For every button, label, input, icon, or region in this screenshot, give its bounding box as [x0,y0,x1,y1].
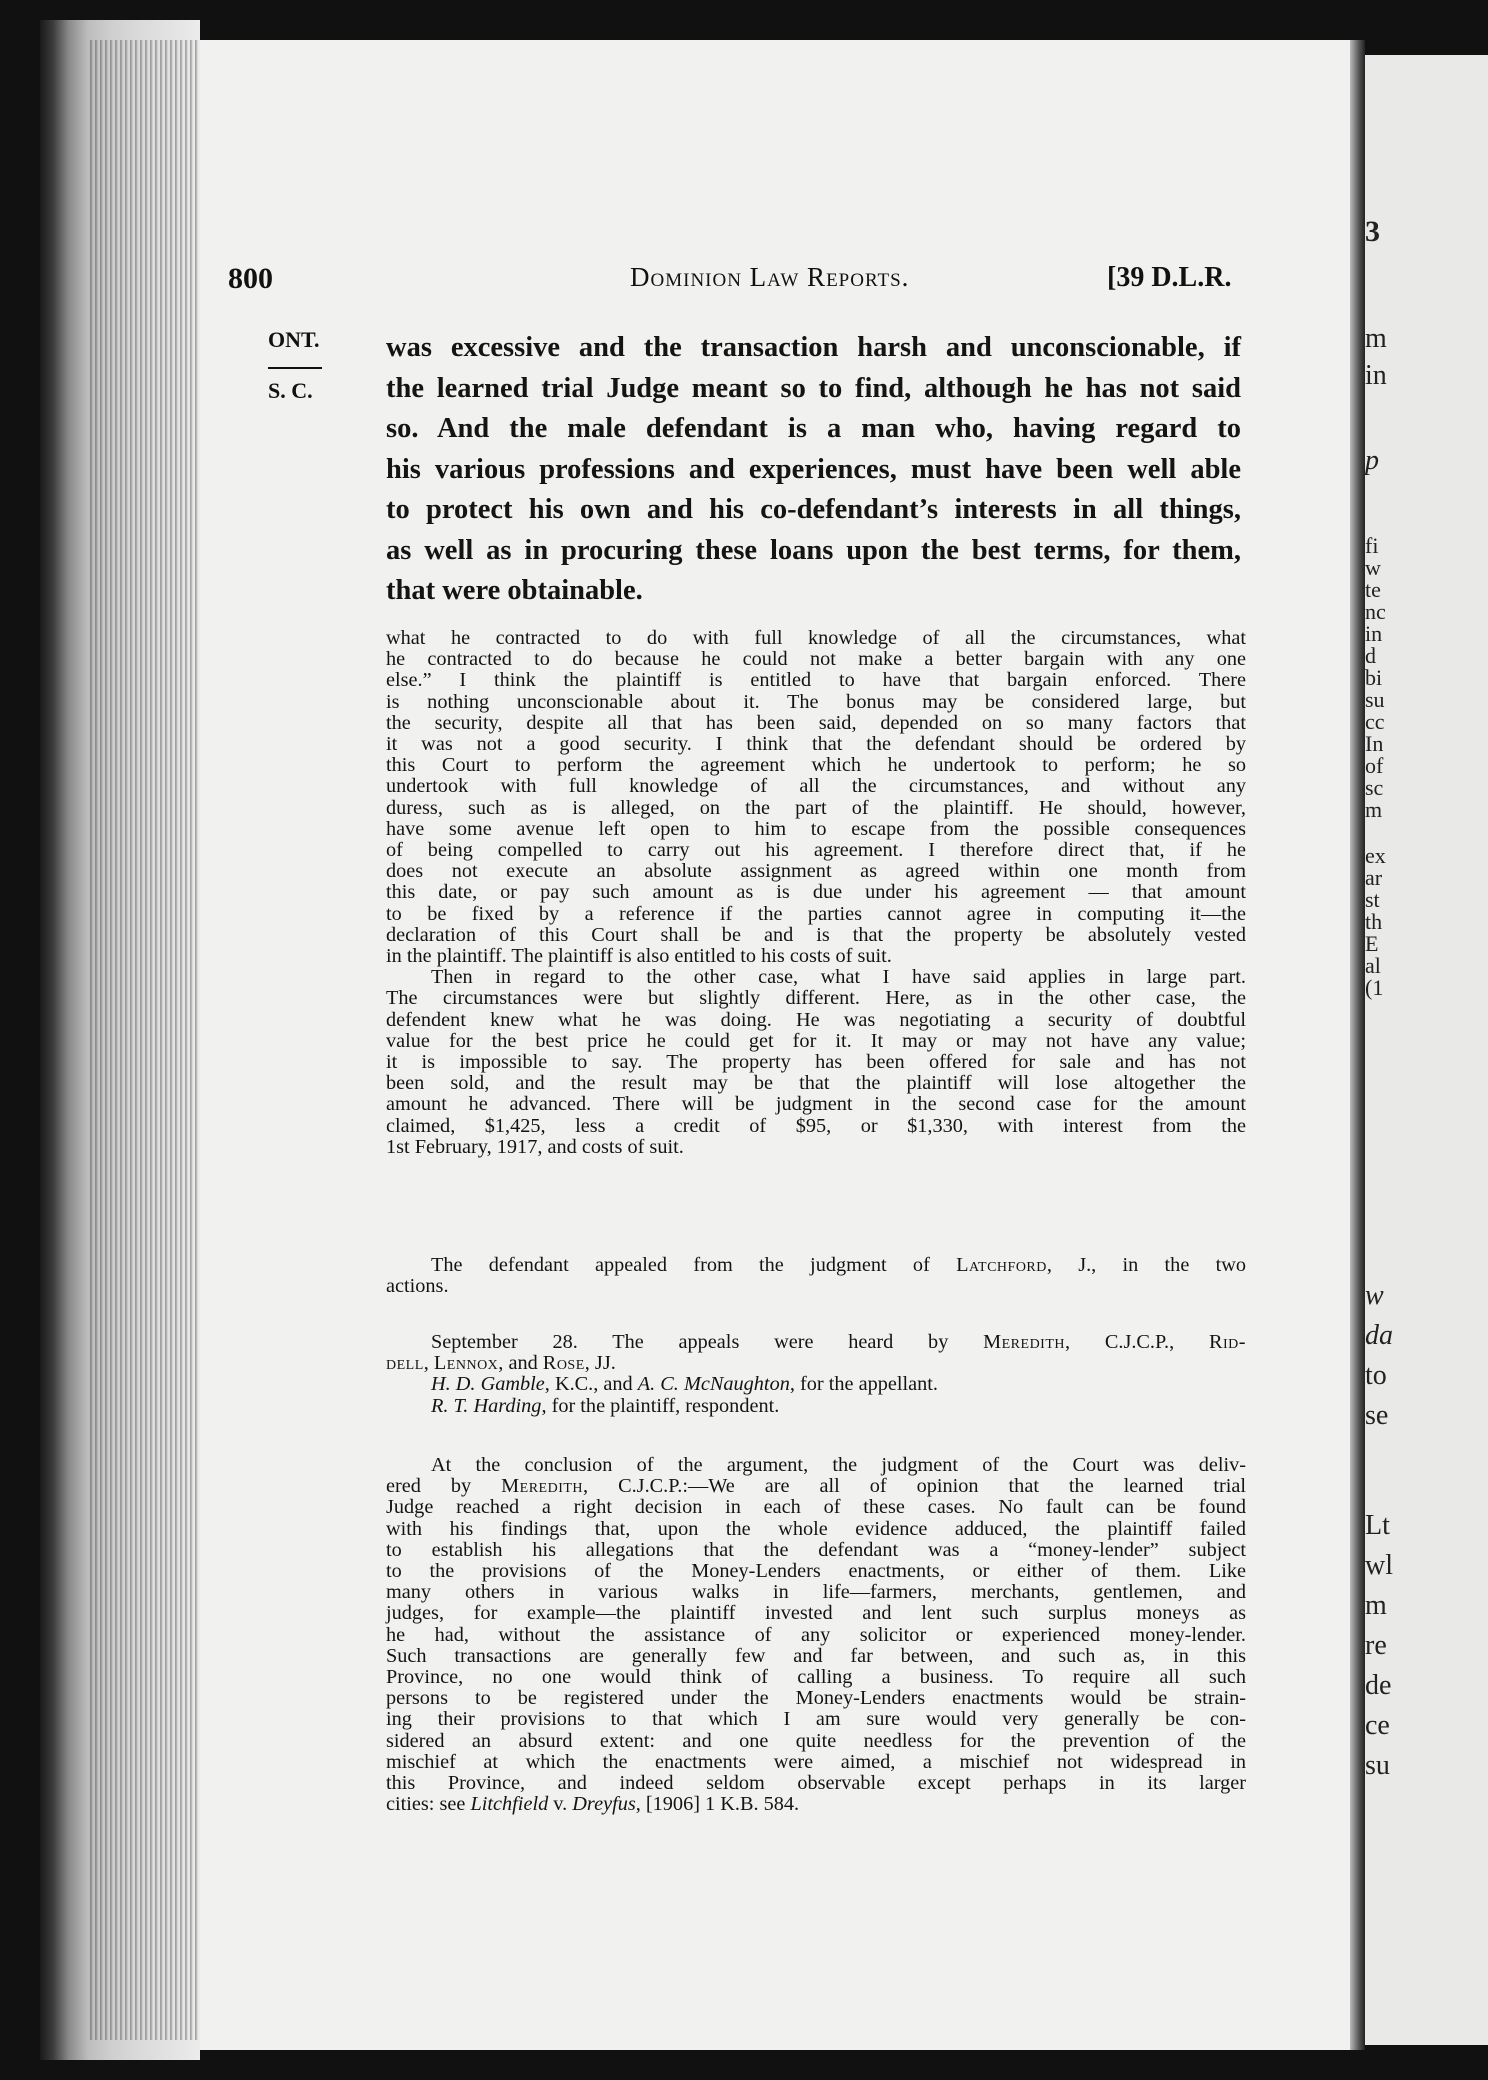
text-line: Such transactions are generally few and far between, and such as, in this [386,1644,1246,1667]
text-line: it is impossible to say. The property has been offered for sale and has not [386,1051,1246,1074]
text-line: actions. [386,1275,449,1298]
facing-page-fragment: In [1365,731,1384,756]
court-jurisdiction-label: ONT. [268,327,320,352]
facing-page-fragment: nc [1365,599,1386,624]
facing-page-fragment: ar [1365,865,1383,890]
facing-page-fragment: sc [1365,775,1384,800]
text-line: this Province, and indeed seldom observable except perhaps in its larger [386,1772,1246,1795]
text-line: The circumstances were but slightly different. Here, as in the other case, the [386,987,1246,1010]
facing-page-fragment: m [1365,797,1383,822]
judge-name: Rose [542,1352,585,1375]
facing-page-fragment: st [1365,887,1380,912]
text-run: The defendant appealed from the judgment of [431,1254,957,1276]
facing-page-fragment: de [1365,1670,1392,1701]
facing-page-fragment: re [1365,1630,1387,1661]
text-line: does not execute an absolute assignment as agreed within one month from [386,860,1246,883]
text-line: to the provisions of the Money-Lenders enactments, or either of them. Like [386,1560,1246,1583]
text-line: Then in regard to the other case, what I have said applies in large part. [431,966,1246,989]
hearing-details [386,1332,1246,1417]
judge-name: Rid- [1208,1331,1246,1353]
facing-page-fragment: of [1365,753,1384,778]
text-line: is nothing unconscionable about it. The bonus may be considered large, but [386,690,1246,713]
facing-page [1365,55,1488,2045]
text-line: to be fixed by a reference if the parties cannot agree in computing it—the [386,902,1246,925]
text-line: sidered an absurd extent: and one quite needless for the prevention of the [386,1729,1246,1752]
text-line: many others in various walks in life—farmers, merchants, gentlemen, and [386,1581,1246,1604]
facing-page-fragment: te [1365,577,1381,602]
text-line: claimed, $1,425, less a credit of $95, or $1,330, with interest from the [386,1114,1246,1137]
text-run: , C.J.C.P., [1065,1331,1209,1353]
text-line: been sold, and the result may be that the plaintiff will lose altogether the [386,1072,1246,1095]
text-line: this date, or pay such amount as is due under his agreement — that amount [386,881,1246,904]
facing-page-fragment: bi [1365,665,1383,690]
page-gutter [1350,40,1365,2050]
trial-judgment-quote [386,628,1246,1158]
case-name: Dreyfus [572,1793,636,1816]
volume-reference: [39 D.L.R. [1107,262,1232,293]
facing-page-fragment: in [1365,621,1383,646]
page-number: 800 [228,262,273,295]
judge-name: dell [386,1352,424,1375]
facing-page-fragment: al [1365,953,1381,978]
text-line: have some avenue left open to him to escape from the possible consequences [386,817,1246,840]
court-level-label: S. C. [268,378,313,403]
text-line: else.” I think the plaintiff is entitled to have that bargain enforced. There [386,669,1246,692]
text-line: his various professions and experiences, must have been well able [386,453,1241,485]
facing-page-fragment: E [1365,931,1379,956]
facing-page-fragment: m [1365,323,1387,354]
report-page [200,40,1350,2050]
text-run: , C.J.C.P.:—We are all of opinion that the learned trial [583,1475,1246,1498]
text-run: , for the plaintiff, respondent. [541,1394,780,1417]
text-line: defendent knew what he was doing. He was negotiating a security of doubtful [386,1008,1246,1031]
facing-page-fragment: se [1365,1400,1389,1431]
text-line: duress, such as is alleged, on the part of the plaintiff. He should, however, [386,796,1246,819]
text-run: , JJ. [584,1352,616,1375]
text-line: of being compelled to carry out his agreement. I therefore direct that, if he [386,839,1246,862]
text-line: persons to be registered under the Money-Lenders enactments would be strain- [386,1687,1246,1710]
judge-name: Meredith [983,1331,1066,1353]
text-line: value for the best price he could get for it. It may or may not have any value; [386,1029,1246,1052]
text-line: what he contracted to do with full knowledge of all the circumstances, what [386,627,1246,649]
text-line: mischief at which the enactments were aimed, a mischief not widespread in [386,1750,1246,1773]
text-line [386,1794,1246,1815]
text-line: he contracted to do because he could not make a better bargain with any one [386,648,1246,671]
text-line [386,1374,1246,1395]
facing-page-fragment: m [1365,1590,1387,1621]
appeal-judgment [386,1455,1246,1815]
judge-name: Meredith [501,1475,584,1498]
text-line: as well as in procuring these loans upon the best terms, for them, [386,534,1241,566]
appeal-note [386,1255,1246,1297]
facing-page-fragment: w [1365,555,1381,580]
text-line: with his findings that, upon the whole evidence adduced, the plaintiff failed [386,1517,1246,1540]
text-run: cities: see [386,1793,471,1816]
text-line [386,1396,1246,1417]
counsel-name: H. D. Gamble [431,1373,545,1396]
text-line [386,1353,1246,1374]
facing-page-fragment: 3 [1365,215,1380,248]
text-line: it was not a good security. I think that the defendant should be ordered by [386,733,1246,756]
text-line [386,1255,1246,1276]
facing-page-fragment: fi [1365,533,1379,558]
text-line: was excessive and the transaction harsh and unconscionable, if [386,332,1241,363]
judge-name: Lennox [433,1352,499,1375]
counsel-name: R. T. Harding [431,1394,542,1417]
text-line: to protect his own and his co-defendant’s interests in all things, [386,494,1241,525]
facing-page-fragment: su [1365,687,1385,712]
margin-rule [268,367,322,369]
text-line: to establish his allegations that the defendant was a “money-lender” subject [386,1538,1246,1561]
text-run: , for the appellant. [789,1373,938,1396]
running-head: Dominion Law Reports. [630,262,910,292]
opening-paragraph [386,328,1241,612]
facing-page-fragment: ex [1365,843,1386,868]
facing-page-fragment: ce [1365,1710,1390,1741]
text-line: judges, for example—the plaintiff invested and lent such surplus moneys as [386,1602,1246,1625]
facing-page-fragment: th [1365,909,1383,934]
counsel-name: A. C. McNaughton [637,1373,790,1396]
text-line: the learned trial Judge meant so to find, although he has not said [386,372,1241,404]
case-name: Litchfield [470,1793,549,1816]
facing-page-fragment: cc [1365,709,1385,734]
text-line: Judge reached a right decision in each of these cases. No fault can be found [386,1496,1246,1519]
text-run: , and [498,1352,543,1375]
text-line: At the conclusion of the argument, the judgment of the Court was deliv- [431,1454,1246,1476]
facing-page-fragment: (1 [1365,975,1384,1000]
facing-page-fragment: d [1365,643,1376,668]
text-line: ing their provisions to that which I am sure would very generally be con- [386,1708,1246,1731]
text-run: v. [548,1793,573,1816]
facing-page-fragment: to [1365,1360,1387,1391]
text-line: Province, no one would think of calling a business. To require all such [386,1666,1246,1689]
facing-page-fragment: wl [1365,1550,1393,1581]
facing-page-fragment: Lt [1365,1510,1390,1541]
text-line: he had, without the assistance of any solicitor or experienced money-lender. [386,1623,1246,1646]
facing-page-fragment: w [1365,1280,1384,1311]
text-line: this Court to perform the agreement which he undertook to perform; he so [386,754,1246,777]
text-line: that were obtainable. [386,575,643,606]
text-line: declaration of this Court shall be and is that the property be absolutely vested [386,923,1246,946]
text-run: , [1906] 1 K.B. 584. [635,1793,800,1816]
facing-page-fragment: su [1365,1750,1390,1781]
text-line: so. And the male defendant is a man who, having regard to [386,413,1241,444]
text-line: amount he advanced. There will be judgment in the second case for the amount [386,1093,1246,1116]
text-line: the security, despite all that has been said, depended on so many factors that [386,711,1246,734]
text-line: undertook with full knowledge of all the circumstances, and without any [386,775,1246,798]
text-run: , [423,1352,434,1375]
facing-page-fragment: in [1365,360,1387,391]
text-run: , J., in the two [1046,1254,1247,1276]
facing-page-fragment: da [1365,1320,1393,1351]
text-run: September 28. The appeals were heard by [431,1331,984,1353]
text-line [386,1476,1246,1497]
text-run: , K.C., and [544,1373,638,1396]
text-line [386,1332,1246,1353]
page-header [200,262,1350,302]
text-line: 1st February, 1917, and costs of suit. [386,1135,684,1158]
text-line: in the plaintiff. The plaintiff is also entitled to his costs of suit. [386,945,892,968]
text-run: ered by [386,1475,502,1498]
judge-name: Latchford [956,1254,1047,1276]
page-edges [90,40,200,2040]
facing-page-fragment: p [1365,445,1379,476]
